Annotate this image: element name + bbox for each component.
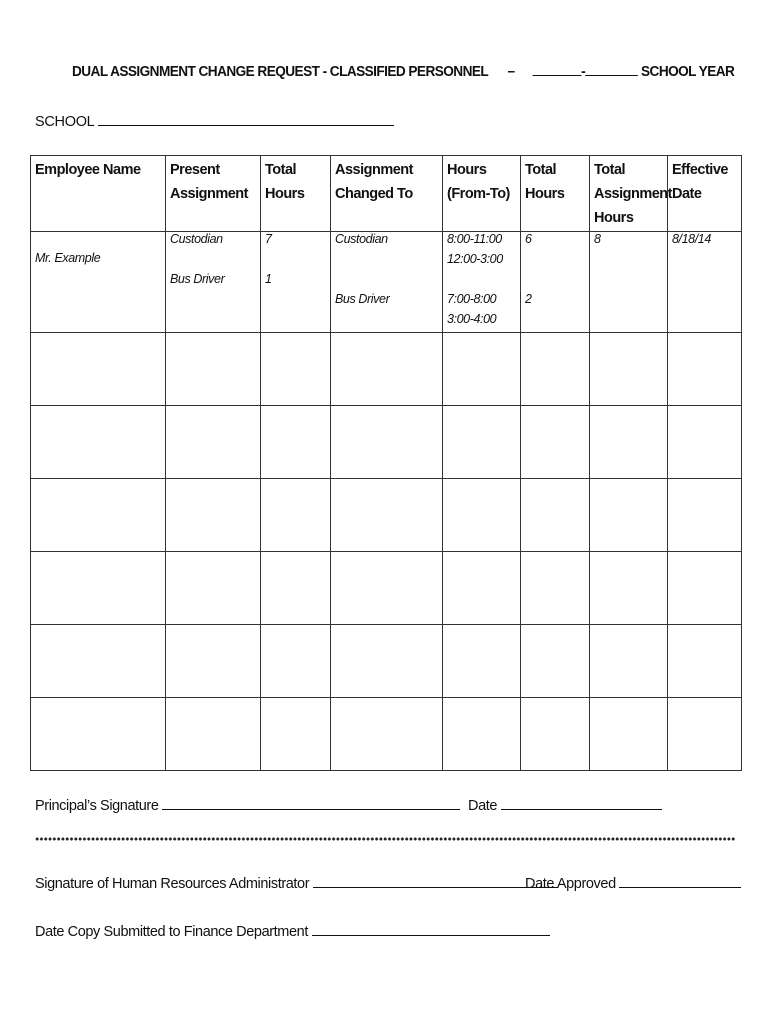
col-total-hours: Total Hours (261, 156, 331, 232)
example-range-2b: 3:00-4:00 (447, 312, 497, 326)
cell-present[interactable] (166, 232, 261, 333)
table-row (31, 698, 742, 771)
principal-date-row (468, 796, 662, 814)
form-title (72, 63, 734, 80)
table-cell[interactable] (668, 406, 742, 479)
finance-date-label: Date Copy Submitted to Finance Department (35, 924, 308, 940)
col-hours-from-to: Hours (From-To) (443, 156, 521, 232)
example-changed-2: Bus Driver (335, 292, 390, 306)
table-cell[interactable] (331, 698, 443, 771)
table-cell[interactable] (590, 698, 668, 771)
finance-date-field[interactable] (312, 922, 550, 936)
table-cell[interactable] (166, 552, 261, 625)
table-cell[interactable] (261, 698, 331, 771)
table-cell[interactable] (261, 552, 331, 625)
header-row (31, 156, 742, 232)
table-cell[interactable] (31, 698, 166, 771)
table-cell[interactable] (31, 625, 166, 698)
hr-signature-label: Signature of Human Resources Administrator (35, 876, 310, 892)
example-total-2: 2 (525, 292, 532, 306)
table-cell[interactable] (590, 333, 668, 406)
year-start-field[interactable] (532, 63, 581, 76)
hr-row (35, 874, 558, 892)
col-effective-date: Effective Date (668, 156, 742, 232)
table-cell[interactable] (31, 479, 166, 552)
table-row (31, 333, 742, 406)
principal-row (35, 796, 460, 814)
table-cell[interactable] (668, 552, 742, 625)
year-end-field[interactable] (585, 63, 638, 76)
example-row (31, 232, 742, 333)
table-cell[interactable] (166, 333, 261, 406)
table-cell[interactable] (166, 406, 261, 479)
table-cell[interactable] (166, 698, 261, 771)
table-cell[interactable] (590, 406, 668, 479)
example-effective-date: 8/18/14 (672, 232, 711, 246)
date-label: Date (468, 798, 498, 814)
example-employee: Mr. Example (35, 251, 101, 265)
example-range-2a: 7:00-8:00 (447, 292, 497, 306)
title-dash: – (507, 64, 515, 80)
table-cell[interactable] (668, 698, 742, 771)
example-present-2: Bus Driver (170, 272, 225, 286)
date-field[interactable] (501, 796, 662, 810)
cell-employee[interactable] (31, 232, 166, 333)
table-row (31, 625, 742, 698)
example-range-1b: 12:00-3:00 (447, 252, 503, 266)
table-cell[interactable] (31, 552, 166, 625)
dotted-divider (35, 836, 735, 842)
example-range-1a: 8:00-11:00 (447, 232, 502, 246)
table-cell[interactable] (443, 552, 521, 625)
cell-hours[interactable] (261, 232, 331, 333)
table-cell[interactable] (443, 406, 521, 479)
table-cell[interactable] (166, 625, 261, 698)
example-total-1: 6 (525, 232, 532, 246)
table-cell[interactable] (261, 406, 331, 479)
table-cell[interactable] (521, 479, 590, 552)
example-present-1: Custodian (170, 232, 223, 246)
finance-row (35, 922, 550, 940)
table-cell[interactable] (331, 479, 443, 552)
table-cell[interactable] (590, 625, 668, 698)
date-approved-label: Date Approved (525, 876, 616, 892)
table-cell[interactable] (590, 479, 668, 552)
principal-signature-label: Principal’s Signature (35, 798, 159, 814)
table-cell[interactable] (331, 406, 443, 479)
table-cell[interactable] (331, 552, 443, 625)
table-cell[interactable] (521, 625, 590, 698)
table-cell[interactable] (521, 552, 590, 625)
cell-assignment-total[interactable] (590, 232, 668, 333)
table-cell[interactable] (521, 406, 590, 479)
assignment-table (30, 155, 742, 771)
table-cell[interactable] (521, 333, 590, 406)
table-cell[interactable] (590, 552, 668, 625)
table-cell[interactable] (166, 479, 261, 552)
table-cell[interactable] (668, 333, 742, 406)
table-cell[interactable] (261, 333, 331, 406)
table-cell[interactable] (443, 698, 521, 771)
cell-changed[interactable] (331, 232, 443, 333)
table-cell[interactable] (261, 625, 331, 698)
school-field[interactable] (98, 112, 394, 126)
col-assignment-changed-to: Assignment Changed To (331, 156, 443, 232)
col-new-total-hours: Total Hours (521, 156, 590, 232)
school-row (35, 112, 394, 130)
table-cell[interactable] (443, 333, 521, 406)
col-employee-name: Employee Name (31, 156, 166, 232)
year-separator: - (581, 64, 586, 80)
table-row (31, 406, 742, 479)
col-total-assignment-hours: Total Assignment Hours (590, 156, 668, 232)
date-approved-field[interactable] (619, 874, 741, 888)
example-hours-2: 1 (265, 272, 272, 286)
cell-range[interactable] (443, 232, 521, 333)
table-cell[interactable] (31, 333, 166, 406)
example-hours-1: 7 (265, 232, 272, 246)
table-cell[interactable] (521, 698, 590, 771)
title-text: DUAL ASSIGNMENT CHANGE REQUEST - CLASSIFIED PERSONNEL (72, 64, 488, 80)
table-cell[interactable] (443, 479, 521, 552)
school-label: SCHOOL (35, 114, 94, 130)
date-approved-row (525, 874, 741, 892)
table-cell[interactable] (261, 479, 331, 552)
table-row (31, 479, 742, 552)
table-cell[interactable] (668, 479, 742, 552)
cell-effective-date[interactable] (668, 232, 742, 333)
col-present-assignment: Present Assignment (166, 156, 261, 232)
table-cell[interactable] (31, 406, 166, 479)
example-assignment-total: 8 (594, 232, 601, 246)
table-cell[interactable] (443, 625, 521, 698)
principal-signature-field[interactable] (162, 796, 460, 810)
example-changed-1: Custodian (335, 232, 388, 246)
cell-total[interactable] (521, 232, 590, 333)
hr-signature-field[interactable] (313, 874, 558, 888)
table-cell[interactable] (668, 625, 742, 698)
school-year-label: SCHOOL YEAR (641, 64, 735, 80)
table-cell[interactable] (331, 333, 443, 406)
table-row (31, 552, 742, 625)
table-cell[interactable] (331, 625, 443, 698)
